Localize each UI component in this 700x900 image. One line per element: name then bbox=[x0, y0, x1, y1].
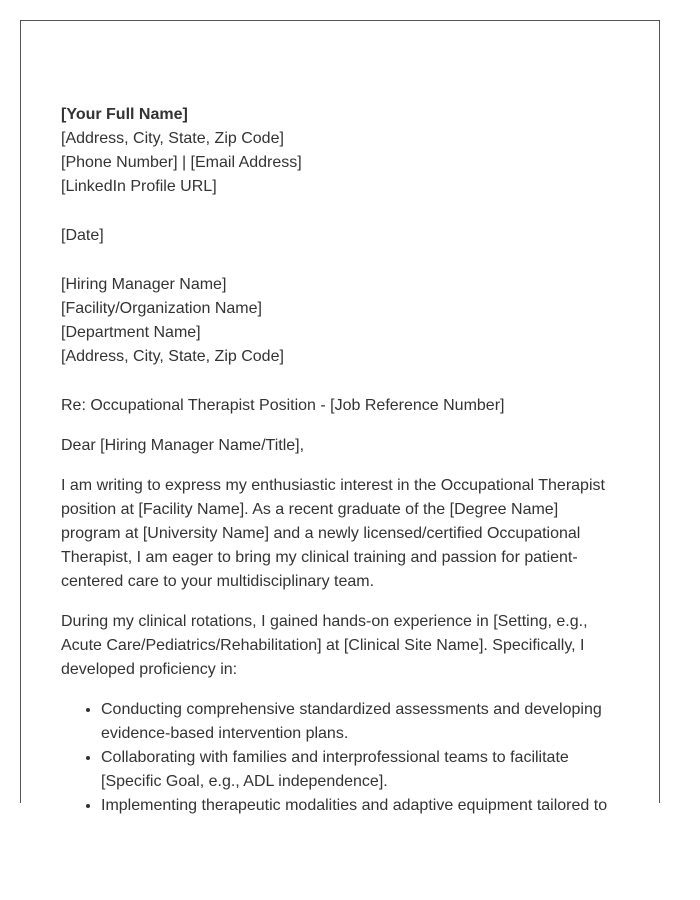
recipient-address: [Address, City, State, Zip Code] bbox=[61, 348, 284, 365]
sender-address: [Address, City, State, Zip Code] bbox=[61, 130, 284, 147]
sender-name: [Your Full Name] bbox=[61, 106, 188, 123]
list-item: • Implementing therapeutic modalities and adaptive equipment tailored to bbox=[101, 794, 621, 818]
skills-list bbox=[61, 698, 621, 818]
list-item: • Conducting comprehensive standardized assessments and developing evidence-based intervention plans. bbox=[101, 698, 621, 746]
recipient-name: [Hiring Manager Name] bbox=[61, 276, 227, 293]
sender-block bbox=[61, 103, 621, 199]
letter-date: [Date] bbox=[61, 227, 104, 244]
recipient-block bbox=[61, 273, 621, 369]
body-paragraph: During my clinical rotations, I gained hands-on experience in [Setting, e.g., Acute Care/Pediatrics/Rehabilitation] at [Clinical Site Name]. Specifically, I developed proficiency in: bbox=[61, 613, 588, 678]
sender-contact: [Phone Number] | [Email Address] bbox=[61, 154, 302, 171]
document-page bbox=[20, 20, 660, 814]
recipient-organization: [Facility/Organization Name] bbox=[61, 300, 262, 317]
letter-content bbox=[61, 103, 621, 818]
list-item: • Collaborating with families and interprofessional teams to facilitate [Specific Goal, e.g., ADL independence]. bbox=[101, 746, 621, 794]
subject-line: Re: Occupational Therapist Position - [Job Reference Number] bbox=[61, 397, 505, 414]
sender-linkedin: [LinkedIn Profile URL] bbox=[61, 178, 217, 195]
body-paragraph: I am writing to express my enthusiastic interest in the Occupational Therapist position at [Facility Name]. As a recent graduate of the [Degree Name] program at [University Name] and a newly licensed/certified Occupational Therapist, I am eager to bring my clinical training and passion for patient-centered care to your multidisciplinary team. bbox=[61, 477, 605, 590]
date-line bbox=[61, 224, 621, 248]
recipient-department: [Department Name] bbox=[61, 324, 201, 341]
salutation: Dear [Hiring Manager Name/Title], bbox=[61, 437, 305, 454]
